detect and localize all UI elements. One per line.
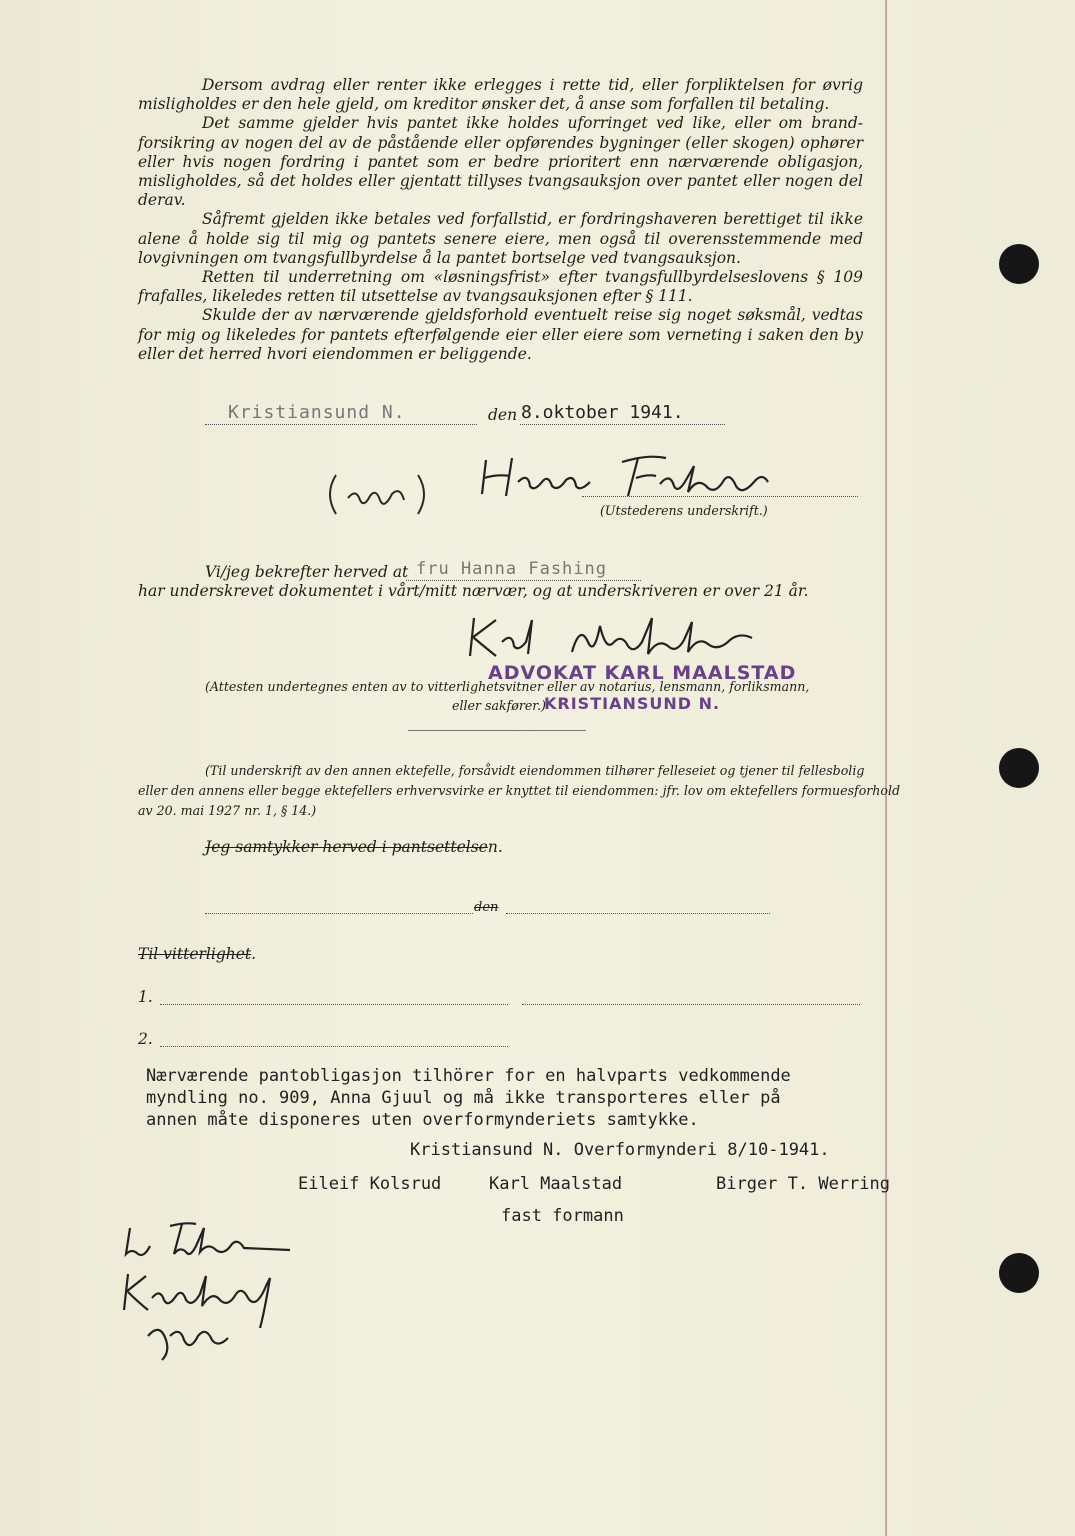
paragraph: Såfremt gjelden ikke betales ved forfallstid, er fordringshaveren berettiget til ikke alene å holde sig til mig og pantets senere eiere, men også til overensstemmende med lovgivningen om tvangsfullbyrdelse å la pantet bortselge ved tvangsauksjon. [138, 210, 863, 267]
margin-note [120, 1218, 300, 1372]
witness-number: 2. [138, 1030, 153, 1048]
witness-heading: Til vitterlighet. [138, 945, 257, 963]
attest-note: (Attesten undertegnes enten av to vitterlighetsvitner eller av notarius, lensmann, forliksmann, [205, 679, 810, 694]
spouse-note-line: eller den annens eller begge ektefellers erhvervsvirke er knyttet til eiendommen: jfr. lov om ektefellers formuesforhold [138, 783, 901, 798]
typed-signatory: Birger T. Werring [716, 1174, 890, 1194]
lawyer-stamp-city: KRISTIANSUND N. [544, 694, 721, 713]
typed-note-line: myndling no. 909, Anna Gjuul og må ikke transporteres eller på [146, 1088, 781, 1108]
witness-line [160, 1004, 508, 1005]
place-field: Kristiansund N. [228, 402, 406, 423]
witness-number: 1. [138, 988, 153, 1006]
dotted-line [205, 424, 477, 425]
witness-line [522, 1004, 860, 1005]
consent-tail: n. [487, 838, 503, 856]
signature-line [582, 496, 858, 497]
date-field: 8.oktober 1941. [521, 402, 684, 423]
typed-title: fast formann [501, 1206, 624, 1226]
typed-signatory: Eileif Kolsrud [298, 1174, 442, 1194]
spouse-note-line: av 20. mai 1927 nr. 1, § 14.) [138, 803, 317, 818]
witness-signature [462, 612, 762, 668]
terms-text [138, 76, 863, 364]
witness-line [160, 1046, 508, 1047]
typed-note-line: annen måte disponeres uten overformynderiets samtykke. [146, 1110, 699, 1130]
witness-subject-name: fru Hanna Fashing [416, 559, 607, 579]
margin-rule [885, 0, 887, 1536]
paragraph: Skulde der av nærværende gjeldsforhold eventuelt reise sig noget søksmål, vedtas for mig og likeledes for pantets efterfølgende eier eller eiere som verneting i saken den by eller det herred hvori eiendommen er beliggende. [138, 306, 863, 363]
issuer-caption: (Utstederens underskrift.) [600, 503, 768, 518]
witness-statement-end: har underskrevet dokumentet i vårt/mitt nærvær, og at underskriveren er over 21 år. [138, 582, 809, 600]
typed-place-date: Kristiansund N. Overformynderi 8/10-1941. [410, 1140, 830, 1160]
lawyer-stamp-name: ADVOKAT KARL MAALSTAD [488, 662, 797, 684]
den-label-struck: den [474, 900, 499, 915]
spouse-note-line: (Til underskrift av den annen ektefelle, forsåvidt eiendommen tilhører felleseiet og tjener til fellesbolig [205, 763, 865, 778]
sign-prefix-script [322, 470, 432, 520]
dotted-line [506, 913, 770, 914]
issuer-signature [472, 452, 782, 506]
binder-hole [999, 244, 1039, 284]
witness-statement-start: Vi/jeg bekrefter herved at [205, 563, 409, 581]
consent-line [205, 838, 503, 856]
issuer-signature-script [472, 452, 782, 502]
margin-note-script [120, 1218, 300, 1368]
consent-struck-text: Jeg samtykker herved i pantsettelse [205, 838, 488, 856]
attest-note-end: eller sakfører.) [452, 698, 546, 713]
separator-line [408, 730, 586, 731]
witness-signature-script [462, 612, 762, 664]
paragraph: Dersom avdrag eller renter ikke erlegges i rette tid, eller forpliktelsen for øvrig misligholdes er den hele gjeld, om kreditor ønsker det, å anse som forfallen til betaling. [138, 76, 863, 114]
den-label: den [488, 406, 518, 424]
dotted-line [205, 913, 473, 914]
paragraph: Retten til underretning om «løsningsfrist» efter tvangsfullbyrdelseslovens § 109 frafalles, likeledes retten til utsettelse av tvangsauksjonen efter § 111. [138, 268, 863, 306]
paragraph: Det samme gjelder hvis pantet ikke holdes uforringet ved like, eller om brand-forsikring av nogen del av de påstående eller opførendes bygninger (eller skogen) ophører eller hvis nogen fordring i pantet som er bedre prioritert enn nærværende obligasjon, misligholdes, så det holdes eller gjentatt tillyses tvangsauksjon over pantet eller nogen del derav. [138, 114, 863, 210]
binder-hole [999, 1253, 1039, 1293]
sign-prefix [322, 470, 432, 524]
dotted-line [520, 424, 725, 425]
binder-hole [999, 748, 1039, 788]
typed-signatory: Karl Maalstad [489, 1174, 623, 1194]
dotted-line [406, 580, 641, 581]
typed-note-line: Nærværende pantobligasjon tilhörer for en halvparts vedkommende [146, 1066, 791, 1086]
